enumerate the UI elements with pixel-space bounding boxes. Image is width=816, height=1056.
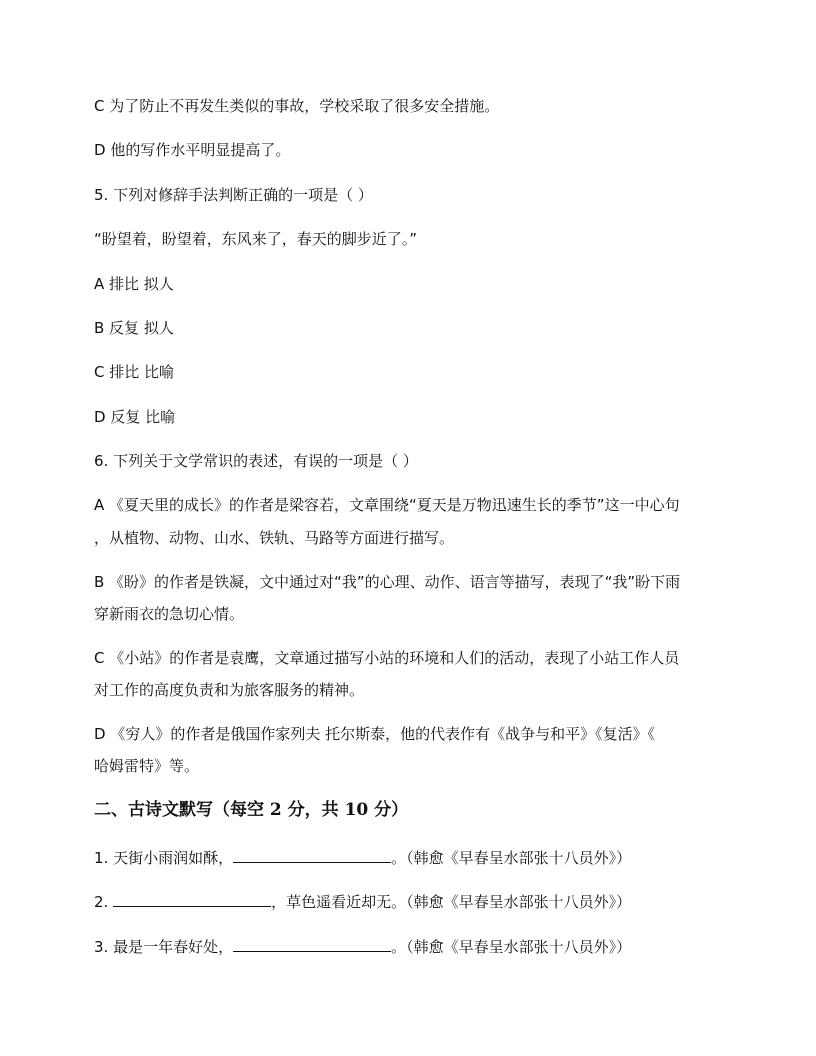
question-6-option-b-line2: 穿新雨衣的急切心情。 xyxy=(94,605,245,623)
question-6-option-b-line1: B 《盼》的作者是铁凝，文中通过对“我”的心理、动作、语言等描写，表现了“我”盼下雨 xyxy=(94,573,681,591)
question-5-option-c: C 排比 比喻 xyxy=(94,363,175,381)
question-5-option-a: A 排比 拟人 xyxy=(94,275,174,293)
question-6-option-c-line2: 对工作的高度负责和为旅客服务的精神。 xyxy=(94,681,365,699)
question-6-option-d-line2: 哈姆雷特》等。 xyxy=(94,757,200,775)
fill-blank-1[interactable] xyxy=(233,848,391,863)
fill-blank-3[interactable] xyxy=(233,937,391,952)
poem-line-3-before: 3. 最是一年春好处， xyxy=(94,938,234,956)
question-5-option-b: B 反复 拟人 xyxy=(94,319,174,337)
poem-line-2 xyxy=(94,892,631,912)
poem-line-3 xyxy=(94,937,631,957)
poem-line-3-after: 。（韩愈《早春呈水部张十八员外》） xyxy=(391,938,632,956)
question-6-option-c-line1: C 《小站》的作者是袁鹰，文章通过描写小站的环境和人们的活动，表现了小站工作人员 xyxy=(94,649,680,667)
fill-blank-2[interactable] xyxy=(113,892,271,907)
question-6: 6. 下列关于文学常识的表述，有误的一项是（ ） xyxy=(94,452,418,470)
option-c-sentence: C 为了防止不再发生类似的事故，学校采取了很多安全措施。 xyxy=(94,97,500,115)
poem-line-1 xyxy=(94,848,631,868)
question-5-option-d: D 反复 比喻 xyxy=(94,408,176,426)
question-6-option-a-line2: ，从植物、动物、山水、铁轨、马路等方面进行描写。 xyxy=(94,529,455,547)
poem-line-2-before: 2. xyxy=(94,893,114,911)
option-d-sentence: D 他的写作水平明显提高了。 xyxy=(94,141,291,159)
question-5-quote: “盼望着，盼望着，东风来了，春天的脚步近了。” xyxy=(94,230,418,248)
poem-line-1-before: 1. 天街小雨润如酥， xyxy=(94,849,234,867)
section-2-heading: 二、古诗文默写（每空 2 分，共 10 分） xyxy=(94,800,409,820)
question-6-option-a-line1: A 《夏天里的成长》的作者是梁容若，文章围绕“夏天是万物迅速生长的季节”这一中心句 xyxy=(94,496,680,514)
question-5: 5. 下列对修辞手法判断正确的一项是（ ） xyxy=(94,186,373,204)
question-6-option-d-line1: D 《穷人》的作者是俄国作家列夫 托尔斯泰，他的代表作有《战争与和平》《复活》《 xyxy=(94,725,656,743)
poem-line-2-after: ，草色遥看近却无。（韩愈《早春呈水部张十八员外》） xyxy=(271,893,632,911)
poem-line-1-after: 。（韩愈《早春呈水部张十八员外》） xyxy=(391,849,632,867)
